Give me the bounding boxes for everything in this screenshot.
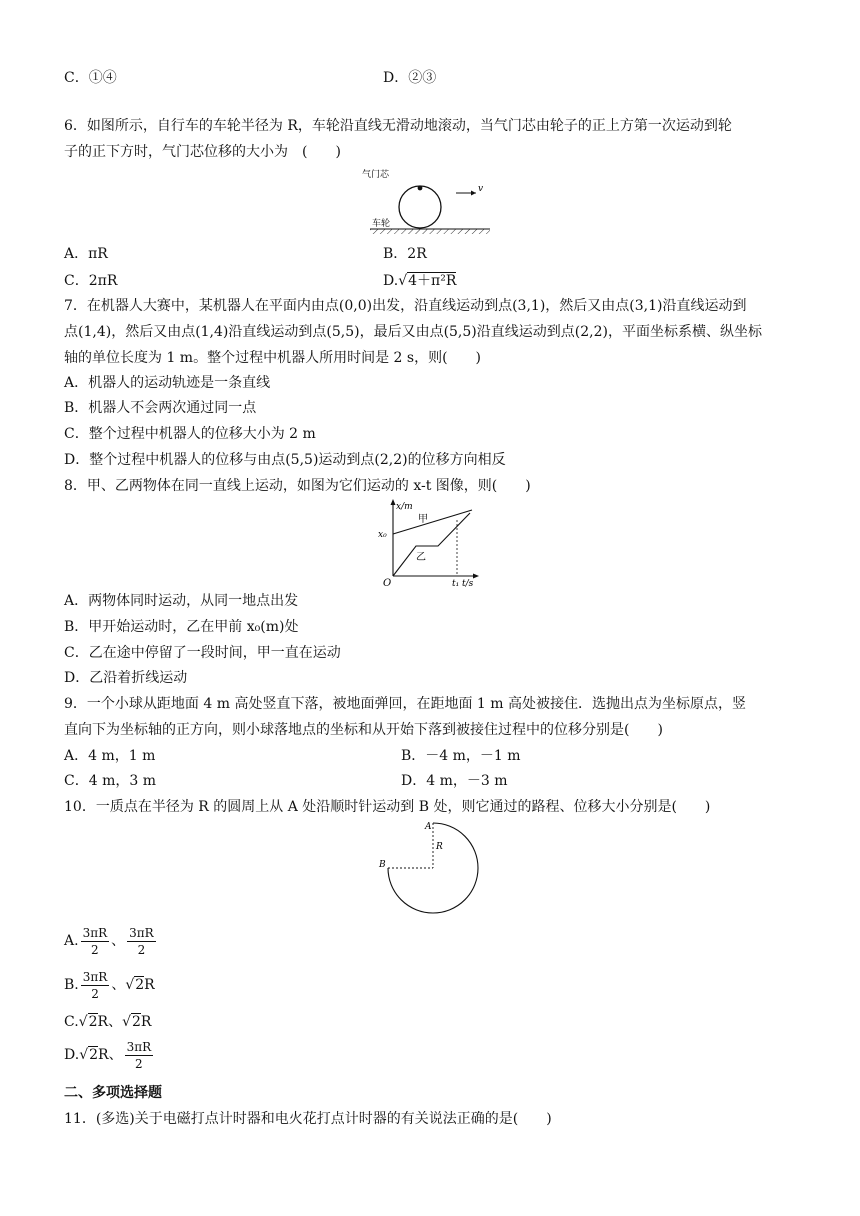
fraction-denominator: 2 xyxy=(91,942,99,957)
question-9-line-1: 9．一个小球从距地面 4 m 高处竖直下落，被地面弹回，在距地面 1 m 高处被接住．选抛出点为坐标原点，竖 xyxy=(64,696,746,712)
radicand: 2 xyxy=(88,1014,98,1030)
q8-option-a: A．两物体同时运动，从同一地点出发 xyxy=(64,593,299,609)
radicand: 2 xyxy=(131,1014,141,1030)
jia-label: 甲 xyxy=(418,514,428,525)
wheel-circle xyxy=(399,186,441,228)
question-7-line-3: 轴的单位长度为 1 m。整个过程中机器人所用时间是 2 s，则( ) xyxy=(64,350,481,366)
question-7-line-1: 7．在机器人大赛中，某机器人在平面内由点(0,0)出发，沿直线运动到点(3,1)，然后又由点(3,1)沿直线运动到 xyxy=(64,298,747,314)
separator: 、 xyxy=(108,1047,123,1063)
radicand: 2 xyxy=(89,1047,99,1063)
section-heading: 二、多项选择题 xyxy=(64,1085,162,1101)
x-axis-label: t/s xyxy=(462,579,474,589)
bicycle-wheel-figure xyxy=(362,166,490,238)
q7-option-b: B．机器人不会两次通过同一点 xyxy=(64,400,257,416)
valve-dot xyxy=(418,186,423,191)
fraction-numerator: 3πR xyxy=(82,969,108,984)
q9-option-c: C．4 m，3 m xyxy=(64,773,156,789)
fraction xyxy=(127,925,156,958)
question-11-line-1: 11．(多选)关于电磁打点计时器和电火花打点计时器的有关说法正确的是( ) xyxy=(64,1111,552,1127)
fraction-denominator: 2 xyxy=(137,942,146,957)
question-7-line-2: 点(1,4)，然后又由点(1,4)沿直线运动到点(5,5)，最后又由点(5,5)沿直线运动到点(2,2)，平面坐标系横、纵坐标 xyxy=(64,324,762,340)
q7-option-a: A．机器人的运动轨迹是一条直线 xyxy=(64,375,271,391)
fraction xyxy=(125,1039,154,1072)
y-axis-label: x/m xyxy=(396,502,413,512)
valve-label: 气门芯 xyxy=(362,170,390,180)
radicand: 2 xyxy=(135,977,145,993)
q10-option-a xyxy=(64,921,158,961)
fraction xyxy=(81,969,110,1002)
q6-option-b: B．2R xyxy=(383,246,427,262)
line-jia xyxy=(393,510,472,534)
fraction-numerator: 3πR xyxy=(126,1039,152,1054)
fraction-denominator: 2 xyxy=(135,1056,143,1071)
q10-option-d-prefix: D. xyxy=(64,1047,80,1063)
fraction-numerator: 3πR xyxy=(82,925,108,940)
question-8-line-1: 8．甲、乙两物体在同一直线上运动，如图为它们运动的 x-t 图像，则( ) xyxy=(64,478,531,494)
fraction xyxy=(81,925,110,958)
separator: 、 xyxy=(111,933,126,949)
q10-option-b: B. $\frac{3\pi R}{2}$ 、√2R xyxy=(64,969,155,1001)
radius-label: R xyxy=(436,842,443,852)
yi-label: 乙 xyxy=(416,552,426,563)
q6-option-d-radicand: 4＋π²R xyxy=(408,273,457,289)
ground-hatch xyxy=(370,229,490,234)
q6-option-a: A．πR xyxy=(64,246,108,262)
circle-figure xyxy=(374,816,486,916)
fraction-denominator: 2 xyxy=(91,986,99,1001)
q8-option-d: D．乙沿着折线运动 xyxy=(64,670,188,686)
q10-option-b-prefix: B. xyxy=(64,977,79,993)
q6-option-d: D.√4＋π²R xyxy=(383,273,457,289)
velocity-label: v xyxy=(478,184,484,194)
q10-option-a-prefix: A. xyxy=(64,933,79,949)
separator: 、 xyxy=(108,1014,123,1030)
origin-label: O xyxy=(383,578,392,589)
q10-option-c-prefix: C. xyxy=(64,1014,79,1030)
wheel-label: 车轮 xyxy=(372,219,391,229)
velocity-arrowhead xyxy=(471,191,476,196)
q8-option-c: C．乙在途中停留了一段时间，甲一直在运动 xyxy=(64,645,341,661)
q9-option-b: B．－4 m，－1 m xyxy=(401,748,521,764)
r-symbol: R xyxy=(140,1014,152,1030)
option-d: D．②③ xyxy=(383,70,437,86)
point-a-label: A xyxy=(425,822,432,832)
x0-label: x₀ xyxy=(378,530,387,540)
separator: 、 xyxy=(111,977,126,993)
q9-option-a: A．4 m，1 m xyxy=(64,748,156,764)
q10-option-c: C.√2R、√2R xyxy=(64,1014,152,1030)
option-c: C．①④ xyxy=(64,70,117,86)
point-b-label: B xyxy=(379,860,386,870)
q7-option-d: D．整个过程中机器人的位移与由点(5,5)运动到点(2,2)的位移方向相反 xyxy=(64,452,506,468)
q9-option-d: D．4 m，－3 m xyxy=(401,773,508,789)
r-symbol: R xyxy=(98,1047,109,1063)
q7-option-c: C．整个过程中机器人的位移大小为 2 m xyxy=(64,426,316,442)
y-axis-arrow xyxy=(391,499,396,505)
r-symbol: R xyxy=(144,977,155,993)
q8-option-b: B．甲开始运动时，乙在甲前 x₀(m)处 xyxy=(64,619,299,635)
t1-label: t₁ xyxy=(452,579,460,589)
x-axis-arrow xyxy=(473,574,479,579)
q10-option-d: D.√2R、 $\frac{3\pi R}{2}$ xyxy=(64,1039,152,1071)
q6-option-c: C．2πR xyxy=(64,273,118,289)
question-10-line-1: 10．一质点在半径为 R 的圆周上从 A 处沿顺时针运动到 B 处，则它通过的路程、位移大小分别是( ) xyxy=(64,799,711,815)
question-9-line-2: 直向下为坐标轴的正方向，则小球落地点的坐标和从开始下落到被接住过程中的位移分别是( ) xyxy=(64,722,663,738)
fraction-numerator: 3πR xyxy=(129,925,154,940)
question-6-line-2: 子的正下方时，气门芯位移的大小为 ( ) xyxy=(64,144,341,160)
r-symbol: R xyxy=(97,1014,109,1030)
x-t-graph-figure xyxy=(376,496,484,588)
question-6-line-1: 6．如图所示，自行车的车轮半径为 R，车轮沿直线无滑动地滚动，当气门芯由轮子的正上方第一次运动到轮 xyxy=(64,118,732,134)
q6-option-d-prefix: D. xyxy=(383,273,399,289)
